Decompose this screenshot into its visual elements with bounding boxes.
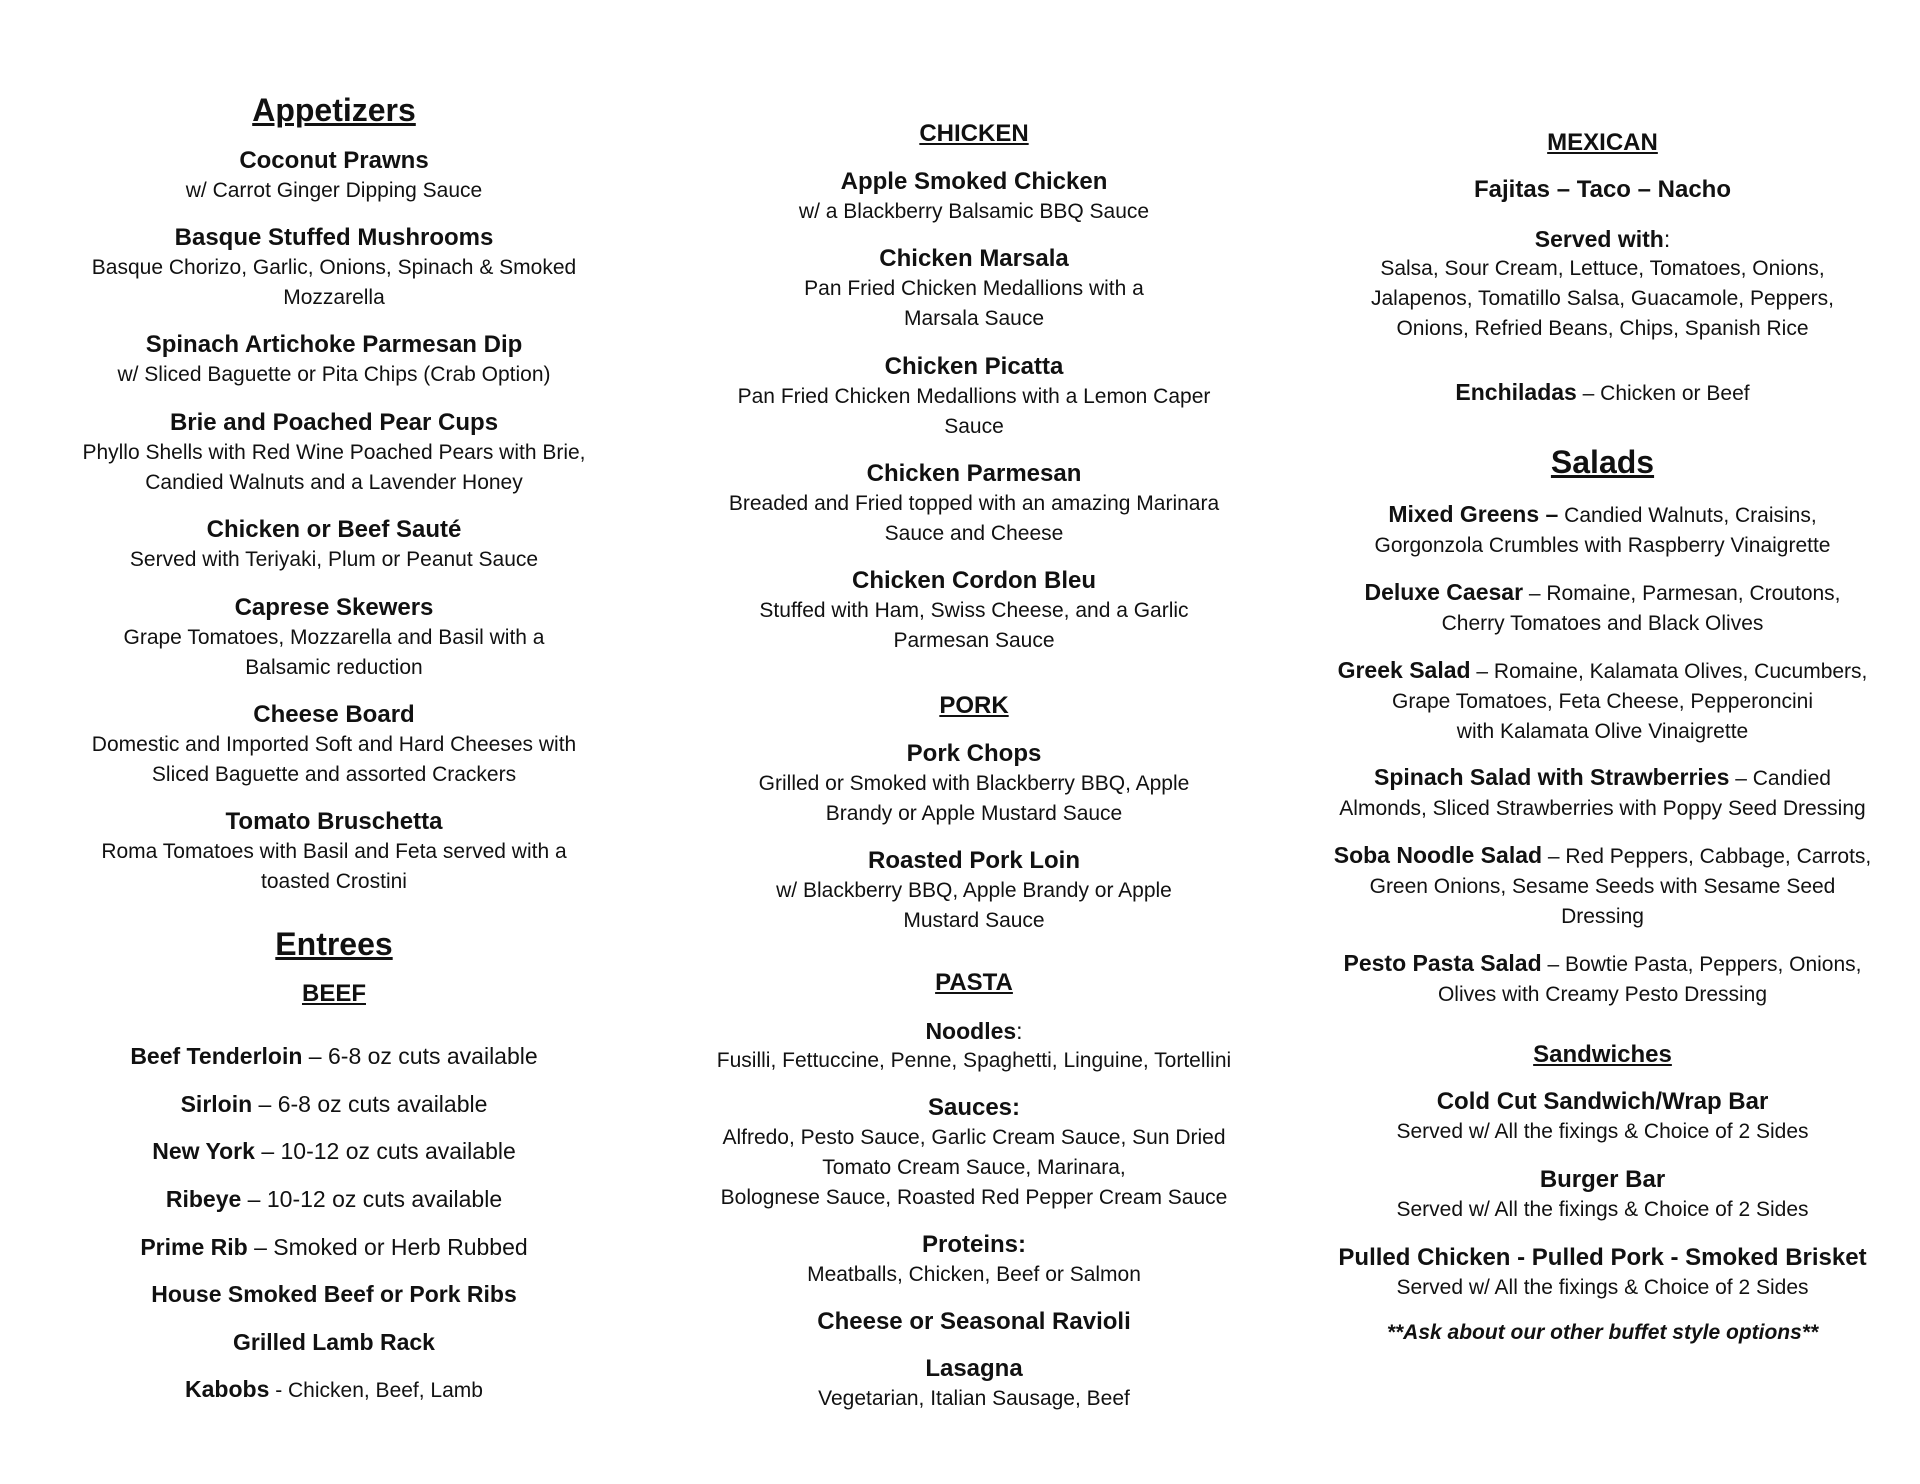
- item-name: Proteins:: [921, 1231, 1026, 1258]
- item-name: Cheese or Seasonal Ravioli: [817, 1308, 1131, 1335]
- item-name: Spinach Salad with Strawberries: [1374, 764, 1730, 790]
- entrees-section: [54, 924, 614, 964]
- item-desc: – Bowtie Pasta, Peppers, Onions,: [1541, 953, 1862, 976]
- mexican-heading: MEXICAN: [1547, 129, 1658, 156]
- entrees-heading: Entrees: [275, 926, 393, 962]
- item-desc: Almonds, Sliced Strawberries with Poppy Seed Dressing: [1339, 797, 1866, 820]
- item-desc: – 10-12 oz cuts available: [241, 1186, 503, 1212]
- pork-section: [688, 690, 1260, 722]
- item-desc: Dressing: [1561, 905, 1644, 928]
- item-desc: – Romaine, Kalamata Olives, Cucumbers,: [1470, 660, 1868, 683]
- item-desc: Onions, Refried Beans, Chips, Spanish Rice: [1396, 317, 1809, 340]
- item-desc: Vegetarian, Italian Sausage, Beef: [818, 1387, 1130, 1410]
- item-desc: Candied Walnuts, Craisins,: [1558, 504, 1817, 527]
- item-name: Cold Cut Sandwich/Wrap Bar: [1436, 1088, 1769, 1115]
- item-desc: Tomato Cream Sauce, Marinara,: [822, 1156, 1126, 1179]
- item-name: Enchiladas: [1455, 379, 1577, 405]
- item-desc: Mustard Sauce: [903, 909, 1045, 932]
- item-desc: Gorgonzola Crumbles with Raspberry Vinaigrette: [1374, 534, 1831, 557]
- item-name: Cheese Board: [253, 701, 415, 728]
- item-name: Served with: [1534, 226, 1664, 252]
- pasta-section: [688, 967, 1260, 999]
- salad-item: [1325, 499, 1880, 561]
- salad-item: [1325, 948, 1880, 1010]
- item-name: Basque Stuffed Mushrooms: [174, 224, 494, 251]
- menu-item: [688, 352, 1260, 442]
- mexican-enchiladas: [1325, 377, 1880, 409]
- item-name: Grilled Lamb Rack: [233, 1329, 435, 1355]
- pasta-lasagna: [688, 1354, 1260, 1414]
- item-desc: with Kalamata Olive Vinaigrette: [1456, 720, 1749, 743]
- item-desc: Salsa, Sour Cream, Lettuce, Tomatoes, Onions,: [1380, 257, 1825, 280]
- beef-heading-wrap: [54, 978, 614, 1010]
- salad-item: [1325, 840, 1880, 932]
- item-name: Deluxe Caesar: [1364, 579, 1524, 605]
- sandwich-item: [1325, 1165, 1880, 1225]
- salads-heading: Salads: [1550, 444, 1655, 480]
- menu-item: [54, 807, 614, 897]
- menu-item: [688, 846, 1260, 936]
- menu-item: [54, 700, 614, 790]
- item-desc: Mozzarella: [283, 286, 385, 309]
- item-desc: Parmesan Sauce: [893, 629, 1055, 652]
- item-name: Fajitas – Taco – Nacho: [1474, 176, 1731, 203]
- sandwiches-heading: Sandwiches: [1533, 1041, 1672, 1068]
- item-name: Lasagna: [925, 1355, 1023, 1382]
- beef-item: [54, 1184, 614, 1214]
- pasta-sauces: [688, 1093, 1260, 1213]
- item-desc: Olives with Creamy Pesto Dressing: [1437, 983, 1768, 1006]
- beef-item: [54, 1374, 614, 1406]
- item-desc: Sliced Baguette and assorted Crackers: [151, 763, 517, 786]
- menu-item: [688, 167, 1260, 227]
- item-name: Kabobs: [185, 1376, 270, 1402]
- item-desc: – 6-8 oz cuts available: [302, 1043, 538, 1069]
- beef-item: [54, 1136, 614, 1166]
- item-name: Chicken Cordon Bleu: [851, 567, 1097, 594]
- item-desc: Jalapenos, Tomatillo Salsa, Guacamole, Peppers,: [1370, 287, 1835, 310]
- item-name: Noodles: [925, 1018, 1017, 1044]
- item-desc: - Chicken, Beef, Lamb: [269, 1379, 483, 1402]
- item-desc: Fusilli, Fettuccine, Penne, Spaghetti, Linguine, Tortellini: [716, 1049, 1232, 1072]
- item-name: Spinach Artichoke Parmesan Dip: [145, 331, 523, 358]
- item-name: Prime Rib: [140, 1234, 248, 1260]
- item-name: Caprese Skewers: [234, 594, 434, 621]
- item-desc: – Candied: [1729, 767, 1831, 790]
- item-desc: Marsala Sauce: [903, 307, 1045, 330]
- pasta-ravioli: [688, 1307, 1260, 1337]
- sandwich-item: [1325, 1243, 1880, 1303]
- salads-section: [1325, 442, 1880, 482]
- pasta-noodles: [688, 1016, 1260, 1076]
- colon: :: [1663, 226, 1671, 252]
- item-desc: Grape Tomatoes, Feta Cheese, Pepperoncini: [1391, 690, 1814, 713]
- mexican-served-with: [1325, 224, 1880, 344]
- pork-heading: PORK: [939, 692, 1009, 719]
- item-desc: Green Onions, Sesame Seeds with Sesame Seed: [1369, 875, 1836, 898]
- item-desc: w/ Carrot Ginger Dipping Sauce: [185, 179, 483, 202]
- item-desc: – Romaine, Parmesan, Croutons,: [1523, 582, 1841, 605]
- item-name: Beef Tenderloin: [130, 1043, 303, 1069]
- salad-item: [1325, 655, 1880, 747]
- chicken-heading: CHICKEN: [919, 120, 1029, 147]
- chicken-section: [688, 118, 1260, 150]
- item-name: Ribeye: [165, 1186, 242, 1212]
- buffet-note: [1325, 1318, 1880, 1348]
- beef-item: [54, 1279, 614, 1309]
- item-name: Coconut Prawns: [239, 147, 429, 174]
- colon: :: [1016, 1018, 1023, 1044]
- salad-item: [1325, 577, 1880, 639]
- item-name: Pulled Chicken - Pulled Pork - Smoked Brisket: [1338, 1244, 1867, 1271]
- item-name: House Smoked Beef or Pork Ribs: [151, 1281, 517, 1307]
- menu-item: [54, 330, 614, 390]
- item-desc: – 6-8 oz cuts available: [252, 1091, 488, 1117]
- item-desc: – Red Peppers, Cabbage, Carrots,: [1542, 845, 1872, 868]
- menu-item: [54, 408, 614, 498]
- item-desc: Pan Fried Chicken Medallions with a Lemon Caper: [737, 385, 1211, 408]
- mexican-fajitas: [1325, 175, 1880, 205]
- item-name: Greek Salad: [1337, 657, 1471, 683]
- item-name: Chicken or Beef Sauté: [206, 516, 462, 543]
- menu-item: [688, 459, 1260, 549]
- item-desc: Candied Walnuts and a Lavender Honey: [145, 471, 523, 494]
- item-name: Apple Smoked Chicken: [840, 168, 1108, 195]
- salad-item: [1325, 762, 1880, 824]
- item-name: Pork Chops: [906, 740, 1042, 767]
- item-name: Burger Bar: [1539, 1166, 1666, 1193]
- menu-item: [54, 593, 614, 683]
- item-name: Tomato Bruschetta: [225, 808, 443, 835]
- item-name: Chicken Marsala: [879, 245, 1069, 272]
- item-desc: Alfredo, Pesto Sauce, Garlic Cream Sauce, Sun Dried: [722, 1126, 1226, 1149]
- item-desc: Grilled or Smoked with Blackberry BBQ, Apple: [758, 772, 1190, 795]
- menu-item: [54, 146, 614, 206]
- beef-item: [54, 1041, 614, 1071]
- menu-item: [54, 223, 614, 313]
- item-name: Roasted Pork Loin: [867, 847, 1081, 874]
- item-desc: Grape Tomatoes, Mozzarella and Basil with a: [123, 626, 545, 649]
- item-desc: Served with Teriyaki, Plum or Peanut Sauce: [129, 548, 539, 571]
- menu-item: [688, 739, 1260, 829]
- item-name: Sirloin: [180, 1091, 253, 1117]
- beef-heading: BEEF: [301, 980, 366, 1007]
- item-desc: w/ Sliced Baguette or Pita Chips (Crab Option): [117, 363, 551, 386]
- pasta-heading: PASTA: [935, 969, 1013, 996]
- item-desc: – 10-12 oz cuts available: [254, 1138, 516, 1164]
- item-desc: Served w/ All the fixings & Choice of 2 Sides: [1396, 1120, 1809, 1143]
- item-desc: Breaded and Fried topped with an amazing Marinara: [728, 492, 1220, 515]
- item-desc: Balsamic reduction: [245, 656, 423, 679]
- beef-item: [54, 1327, 614, 1357]
- item-name: Brie and Poached Pear Cups: [169, 409, 499, 436]
- item-desc: Phyllo Shells with Red Wine Poached Pears with Brie,: [82, 441, 586, 464]
- item-desc: – Chicken or Beef: [1576, 382, 1750, 405]
- item-desc: Served w/ All the fixings & Choice of 2 Sides: [1396, 1276, 1809, 1299]
- item-desc: Sauce: [944, 415, 1004, 438]
- item-name: Chicken Parmesan: [866, 460, 1082, 487]
- appetizers-section: [54, 90, 614, 130]
- item-name: Mixed Greens –: [1388, 501, 1559, 527]
- item-desc: Domestic and Imported Soft and Hard Cheeses with: [91, 733, 577, 756]
- item-desc: w/ Blackberry BBQ, Apple Brandy or Apple: [776, 879, 1172, 902]
- item-name: New York: [152, 1138, 255, 1164]
- item-desc: w/ a Blackberry Balsamic BBQ Sauce: [798, 200, 1150, 223]
- item-desc: Cherry Tomatoes and Black Olives: [1441, 612, 1764, 635]
- item-desc: toasted Crostini: [261, 870, 407, 893]
- item-desc: – Smoked or Herb Rubbed: [247, 1234, 528, 1260]
- sandwich-item: [1325, 1087, 1880, 1147]
- item-desc: Pan Fried Chicken Medallions with a: [804, 277, 1144, 300]
- menu-item: [688, 566, 1260, 656]
- beef-item: [54, 1089, 614, 1119]
- item-name: Chicken Picatta: [884, 353, 1064, 380]
- item-desc: Sauce and Cheese: [884, 522, 1064, 545]
- item-desc: Served w/ All the fixings & Choice of 2 Sides: [1396, 1198, 1809, 1221]
- item-desc: Brandy or Apple Mustard Sauce: [825, 802, 1123, 825]
- beef-item: [54, 1232, 614, 1262]
- item-desc: Stuffed with Ham, Swiss Cheese, and a Garlic: [759, 599, 1189, 622]
- note-text: **Ask about our other buffet style options**: [1386, 1321, 1819, 1344]
- appetizers-heading: Appetizers: [252, 92, 416, 128]
- item-desc: Bolognese Sauce, Roasted Red Pepper Cream Sauce: [720, 1186, 1228, 1209]
- item-name: Pesto Pasta Salad: [1343, 950, 1542, 976]
- item-name: Sauces:: [927, 1094, 1021, 1121]
- sandwiches-section: [1325, 1039, 1880, 1071]
- item-desc: Basque Chorizo, Garlic, Onions, Spinach & Smoked: [91, 256, 577, 279]
- menu-item: [688, 244, 1260, 334]
- item-name: Soba Noodle Salad: [1333, 842, 1543, 868]
- item-desc: Roma Tomatoes with Basil and Feta served with a: [101, 840, 567, 863]
- item-desc: Meatballs, Chicken, Beef or Salmon: [807, 1263, 1141, 1286]
- pasta-proteins: [688, 1230, 1260, 1290]
- menu-item: [54, 515, 614, 575]
- mexican-section: [1325, 127, 1880, 159]
